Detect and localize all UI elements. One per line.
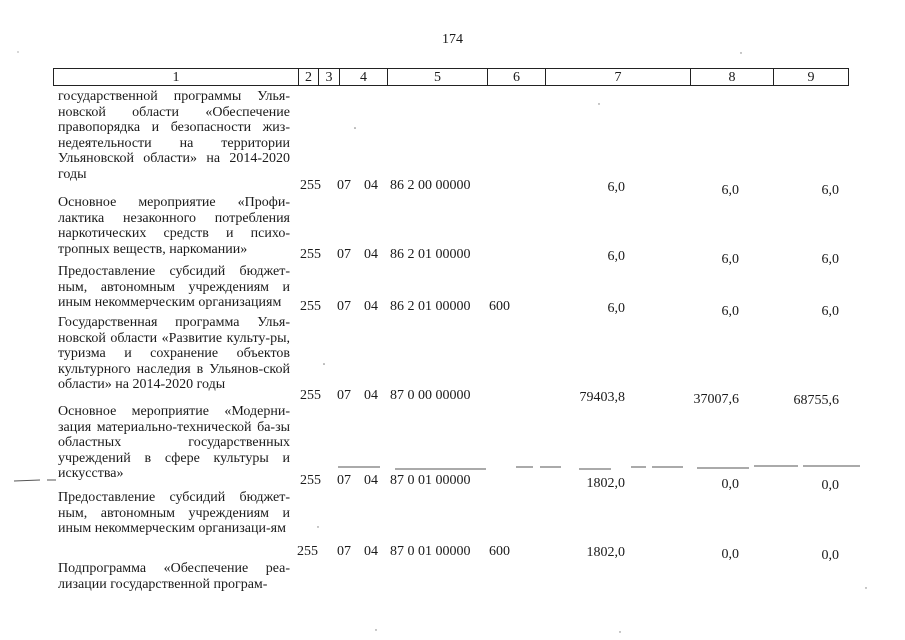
cell-subsection: 04 [364,473,378,488]
cell-amount-9: 6,0 [821,304,839,319]
header-col-7: 7 [546,69,691,85]
cell-subsection: 04 [364,388,378,403]
header-col-9: 9 [807,70,815,85]
cell-grbs: 255 [300,178,321,193]
cell-amount-8: 0,0 [721,477,739,492]
cell-grbs: 255 [300,388,321,403]
cell-amount-9: 6,0 [821,252,839,267]
cell-target-code: 87 0 01 00000 [390,473,471,488]
cell-expense-type: 600 [489,299,510,314]
cell-target-code: 86 2 01 00000 [390,299,471,314]
row-description: Основное мероприятие «Модерни-зация материально-технической ба-зы областных государственных учреждений в сфере культуры и искусства» [58,404,290,482]
row-description: государственной программы Улья-новской области «Обеспечение правопорядка и безопасности жиз-недеятельности на территории Ульяновской области» на 2014-2020 годы [58,89,290,182]
header-col-8: 8 [691,69,774,85]
cell-target-code: 86 2 00 00000 [390,178,471,193]
row-description: Предоставление субсидий бюджет-ным, автономным учреждениям и иным некоммерческим организациям [58,264,290,311]
cell-amount-8: 37007,6 [693,392,739,407]
header-col-4: 4 [340,69,388,85]
row-description: Основное мероприятие «Профи-лактика незаконного потребления наркотических средств и психо-тропных веществ, наркомании» [58,195,290,257]
cell-amount-8: 6,0 [721,252,739,267]
cell-section: 07 [337,473,351,488]
header-col-5: 5 [388,69,488,85]
cell-amount-7: 1802,0 [586,545,625,560]
cell-amount-9: 68755,6 [793,393,839,408]
cell-subsection: 04 [364,544,378,559]
cell-expense-type: 600 [489,544,510,559]
cell-amount-7: 6,0 [607,180,625,195]
cell-amount-7: 6,0 [607,249,625,264]
row-description: Предоставление субсидий бюджет-ным, автономным учреждениям и иным некоммерческим организаци-ям [58,490,290,537]
header-col-1: 1 [54,69,299,85]
cell-amount-7: 6,0 [607,301,625,316]
header-col-3: 3 [319,69,340,85]
cell-target-code: 87 0 00 00000 [390,388,471,403]
cell-amount-8: 0,0 [721,547,739,562]
cell-amount-8: 6,0 [721,183,739,198]
cell-amount-9: 0,0 [821,548,839,563]
cell-amount-7: 1802,0 [586,476,625,491]
cell-target-code: 86 2 01 00000 [390,247,471,262]
cell-subsection: 04 [364,178,378,193]
cell-grbs: 255 [300,299,321,314]
cell-target-code: 87 0 01 00000 [390,544,471,559]
cell-amount-9: 6,0 [821,183,839,198]
cell-grbs: 255 [300,247,321,262]
header-col-6: 6 [488,69,546,85]
cell-section: 07 [337,388,351,403]
cell-subsection: 04 [364,299,378,314]
cell-section: 07 [337,247,351,262]
table-header [53,68,849,86]
cell-section: 07 [337,544,351,559]
cell-section: 07 [337,299,351,314]
cell-amount-8: 6,0 [721,304,739,319]
cell-section: 07 [337,178,351,193]
cell-amount-9: 0,0 [821,478,839,493]
row-description: Подпрограмма «Обеспечение реа-лизации государственной програм- [58,561,290,592]
cell-grbs: 255 [297,544,318,559]
cell-subsection: 04 [364,247,378,262]
header-col-2: 2 [299,69,319,85]
row-description: Государственная программа Улья-новской области «Развитие культу-ры, туризма и сохранение объектов культурного наследия в Ульянов-ской области» на 2014-2020 годы [58,315,290,393]
cell-grbs: 255 [300,473,321,488]
cell-amount-7: 79403,8 [579,390,625,405]
page-number: 174 [442,32,463,47]
